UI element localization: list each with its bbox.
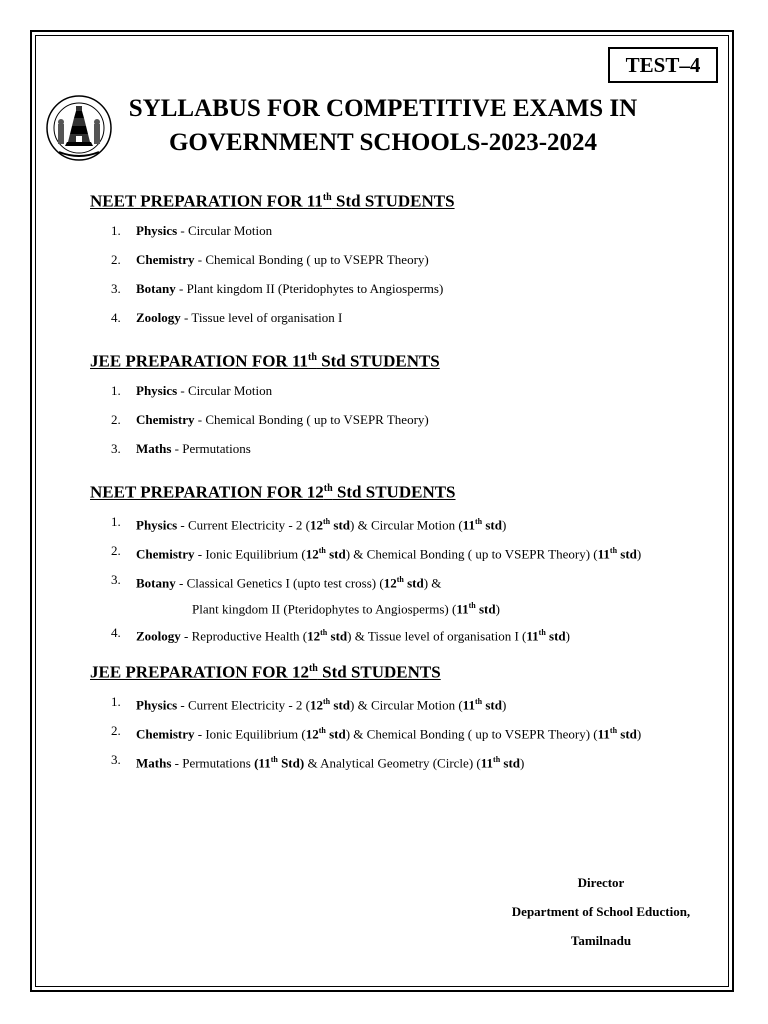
item-number: 2. — [111, 723, 121, 738]
item-text: & Analytical Geometry (Circle) ( — [304, 755, 481, 771]
item-subject: Chemistry — [136, 726, 195, 742]
item-text: - Plant kingdom II (Pteridophytes to Angiosperms) — [175, 281, 444, 296]
grade-number: 11 — [456, 601, 469, 617]
grade-number: (11 — [254, 755, 271, 771]
grade-suffix: std — [482, 517, 502, 533]
item-text: - Reproductive Health ( — [180, 628, 308, 644]
heading-superscript: th — [308, 663, 318, 674]
grade-number: 12 — [305, 726, 319, 742]
heading-text: JEE PREPARATION FOR 12 — [90, 662, 309, 682]
grade-superscript: th — [320, 628, 328, 637]
item-text: ) — [501, 697, 507, 713]
title-line-2: GOVERNMENT SCHOOLS-2023-2024 — [168, 129, 598, 156]
item-number: 2. — [111, 412, 121, 427]
grade-superscript: th — [270, 755, 278, 764]
item-text: ) & — [423, 575, 442, 591]
list-item — [90, 507, 730, 536]
grade-number: 11 — [597, 546, 610, 562]
grade-suffix: std — [475, 601, 496, 617]
list-item — [90, 405, 730, 434]
signature-block — [470, 868, 732, 955]
list-item — [90, 594, 730, 618]
grade-number: 11 — [526, 628, 539, 644]
item-subject: Botany — [136, 575, 176, 591]
item-text: ) — [501, 517, 507, 533]
item-text: - Tissue level of organisation I — [180, 310, 343, 325]
grade-number: 12 — [383, 575, 397, 591]
item-text: ) & Chemical Bonding ( up to VSEPR Theory) ( — [345, 726, 598, 742]
signature-department: Department of School Eduction, — [511, 904, 691, 919]
item-subject: Chemistry — [136, 546, 195, 562]
government-emblem-icon — [45, 94, 113, 162]
grade-number: 12 — [305, 546, 319, 562]
item-text: - Chemical Bonding ( up to VSEPR Theory) — [194, 252, 429, 267]
grade-superscript: th — [609, 726, 618, 735]
item-subject: Physics — [136, 517, 178, 533]
grade-suffix: std — [325, 546, 346, 562]
heading-superscript: th — [308, 352, 317, 363]
grade-suffix: std — [617, 726, 637, 742]
item-subject: Zoology — [136, 628, 181, 644]
grade-suffix: std — [545, 628, 566, 644]
section-heading — [90, 346, 730, 370]
list-item — [90, 216, 730, 245]
item-text: - Permutations — [171, 755, 255, 771]
item-number: 1. — [111, 383, 121, 398]
item-text: - Current Electricity - 2 ( — [177, 697, 311, 713]
heading-text: Std STUDENTS — [331, 191, 455, 211]
grade-number: 12 — [310, 697, 324, 713]
syllabus-section — [90, 477, 730, 647]
item-text: ) — [636, 726, 642, 742]
grade-number: 12 — [310, 517, 324, 533]
grade-suffix: std — [330, 517, 351, 533]
item-number: 1. — [111, 694, 121, 709]
grade-suffix: std — [500, 755, 521, 771]
item-subject: Physics — [136, 697, 178, 713]
item-text: ) — [565, 628, 571, 644]
item-text: - Circular Motion — [177, 223, 273, 238]
section-heading — [90, 477, 730, 501]
item-number: 2. — [111, 252, 121, 267]
item-text: Plant kingdom II (Pteridophytes to Angiosperms) ( — [192, 601, 457, 617]
item-text: - Permutations — [171, 441, 251, 456]
item-subject: Physics — [136, 383, 178, 398]
syllabus-section — [90, 186, 730, 332]
grade-suffix: std — [617, 546, 637, 562]
heading-text: Std STUDENTS — [316, 351, 440, 371]
grade-number: 11 — [480, 755, 494, 771]
item-text: - Classical Genetics I (upto test cross) ( — [175, 575, 384, 591]
item-subject: Botany — [136, 281, 176, 296]
grade-suffix: std — [325, 726, 346, 742]
list-item — [90, 245, 730, 274]
item-subject: Chemistry — [136, 252, 195, 267]
grade-superscript: th — [609, 546, 618, 555]
grade-superscript: th — [396, 575, 404, 584]
section-heading — [90, 657, 730, 681]
grade-suffix: std — [482, 697, 502, 713]
heading-text: Std STUDENTS — [317, 662, 441, 682]
item-subject: Maths — [136, 441, 172, 456]
item-text: ) — [495, 601, 500, 617]
item-text: ) & Chemical Bonding ( up to VSEPR Theory) ( — [345, 546, 598, 562]
heading-superscript: th — [322, 192, 332, 203]
list-item — [90, 274, 730, 303]
grade-suffix: std — [327, 628, 348, 644]
grade-superscript: th — [318, 546, 326, 555]
item-subject: Maths — [136, 755, 172, 771]
grade-superscript: th — [318, 726, 326, 735]
item-text: ) & Circular Motion ( — [350, 697, 463, 713]
list-item — [90, 434, 730, 463]
list-item — [90, 745, 730, 774]
heading-text: JEE PREPARATION FOR 11 — [90, 351, 309, 371]
title-line-1: SYLLABUS FOR COMPETITIVE EXAMS IN — [128, 95, 638, 122]
item-text: - Current Electricity - 2 ( — [177, 517, 311, 533]
grade-suffix: Std) — [277, 755, 305, 771]
item-number: 1. — [111, 223, 121, 238]
item-subject: Chemistry — [136, 412, 195, 427]
heading-text: Std STUDENTS — [332, 482, 456, 502]
grade-suffix: std — [403, 575, 424, 591]
item-number: 3. — [111, 752, 121, 767]
item-text: ) & Tissue level of organisation I ( — [347, 628, 527, 644]
grade-superscript: th — [323, 517, 331, 526]
item-number: 4. — [111, 310, 121, 325]
grade-number: 11 — [462, 697, 475, 713]
section-heading — [90, 186, 730, 210]
list-item — [90, 716, 730, 745]
grade-superscript: th — [323, 697, 331, 706]
grade-superscript: th — [493, 755, 501, 764]
item-number: 2. — [111, 543, 121, 558]
list-item — [90, 565, 730, 594]
item-number: 4. — [111, 625, 121, 640]
grade-number: 11 — [597, 726, 610, 742]
item-text: - Chemical Bonding ( up to VSEPR Theory) — [194, 412, 429, 427]
item-number: 3. — [111, 281, 121, 296]
item-text: ) — [520, 755, 525, 771]
item-number: 3. — [111, 572, 121, 587]
item-text: - Ionic Equilibrium ( — [194, 546, 306, 562]
list-item — [90, 687, 730, 716]
test-badge — [608, 47, 718, 83]
syllabus-section — [90, 657, 730, 774]
item-text: ) & Circular Motion ( — [350, 517, 463, 533]
grade-number: 11 — [462, 517, 475, 533]
signature-title: Director — [577, 875, 625, 890]
list-item — [90, 536, 730, 565]
heading-superscript: th — [323, 483, 333, 494]
grade-suffix: std — [330, 697, 351, 713]
item-number: 1. — [111, 514, 121, 529]
test-badge-label: TEST–4 — [625, 52, 701, 77]
list-item — [90, 376, 730, 405]
item-number: 3. — [111, 441, 121, 456]
grade-superscript: th — [474, 697, 483, 706]
item-text: - Circular Motion — [177, 383, 273, 398]
heading-text: NEET PREPARATION FOR 12 — [90, 482, 324, 502]
grade-superscript: th — [538, 628, 546, 637]
item-text: ) — [636, 546, 642, 562]
item-text: - Ionic Equilibrium ( — [194, 726, 306, 742]
item-subject: Zoology — [136, 310, 181, 325]
item-subject: Physics — [136, 223, 178, 238]
syllabus-section — [90, 346, 730, 463]
signature-state: Tamilnadu — [570, 933, 632, 948]
grade-number: 12 — [307, 628, 321, 644]
list-item — [90, 303, 730, 332]
grade-superscript: th — [468, 601, 476, 610]
list-item — [90, 618, 730, 647]
grade-superscript: th — [474, 517, 483, 526]
document-title — [118, 92, 648, 160]
heading-text: NEET PREPARATION FOR 11 — [90, 191, 323, 211]
